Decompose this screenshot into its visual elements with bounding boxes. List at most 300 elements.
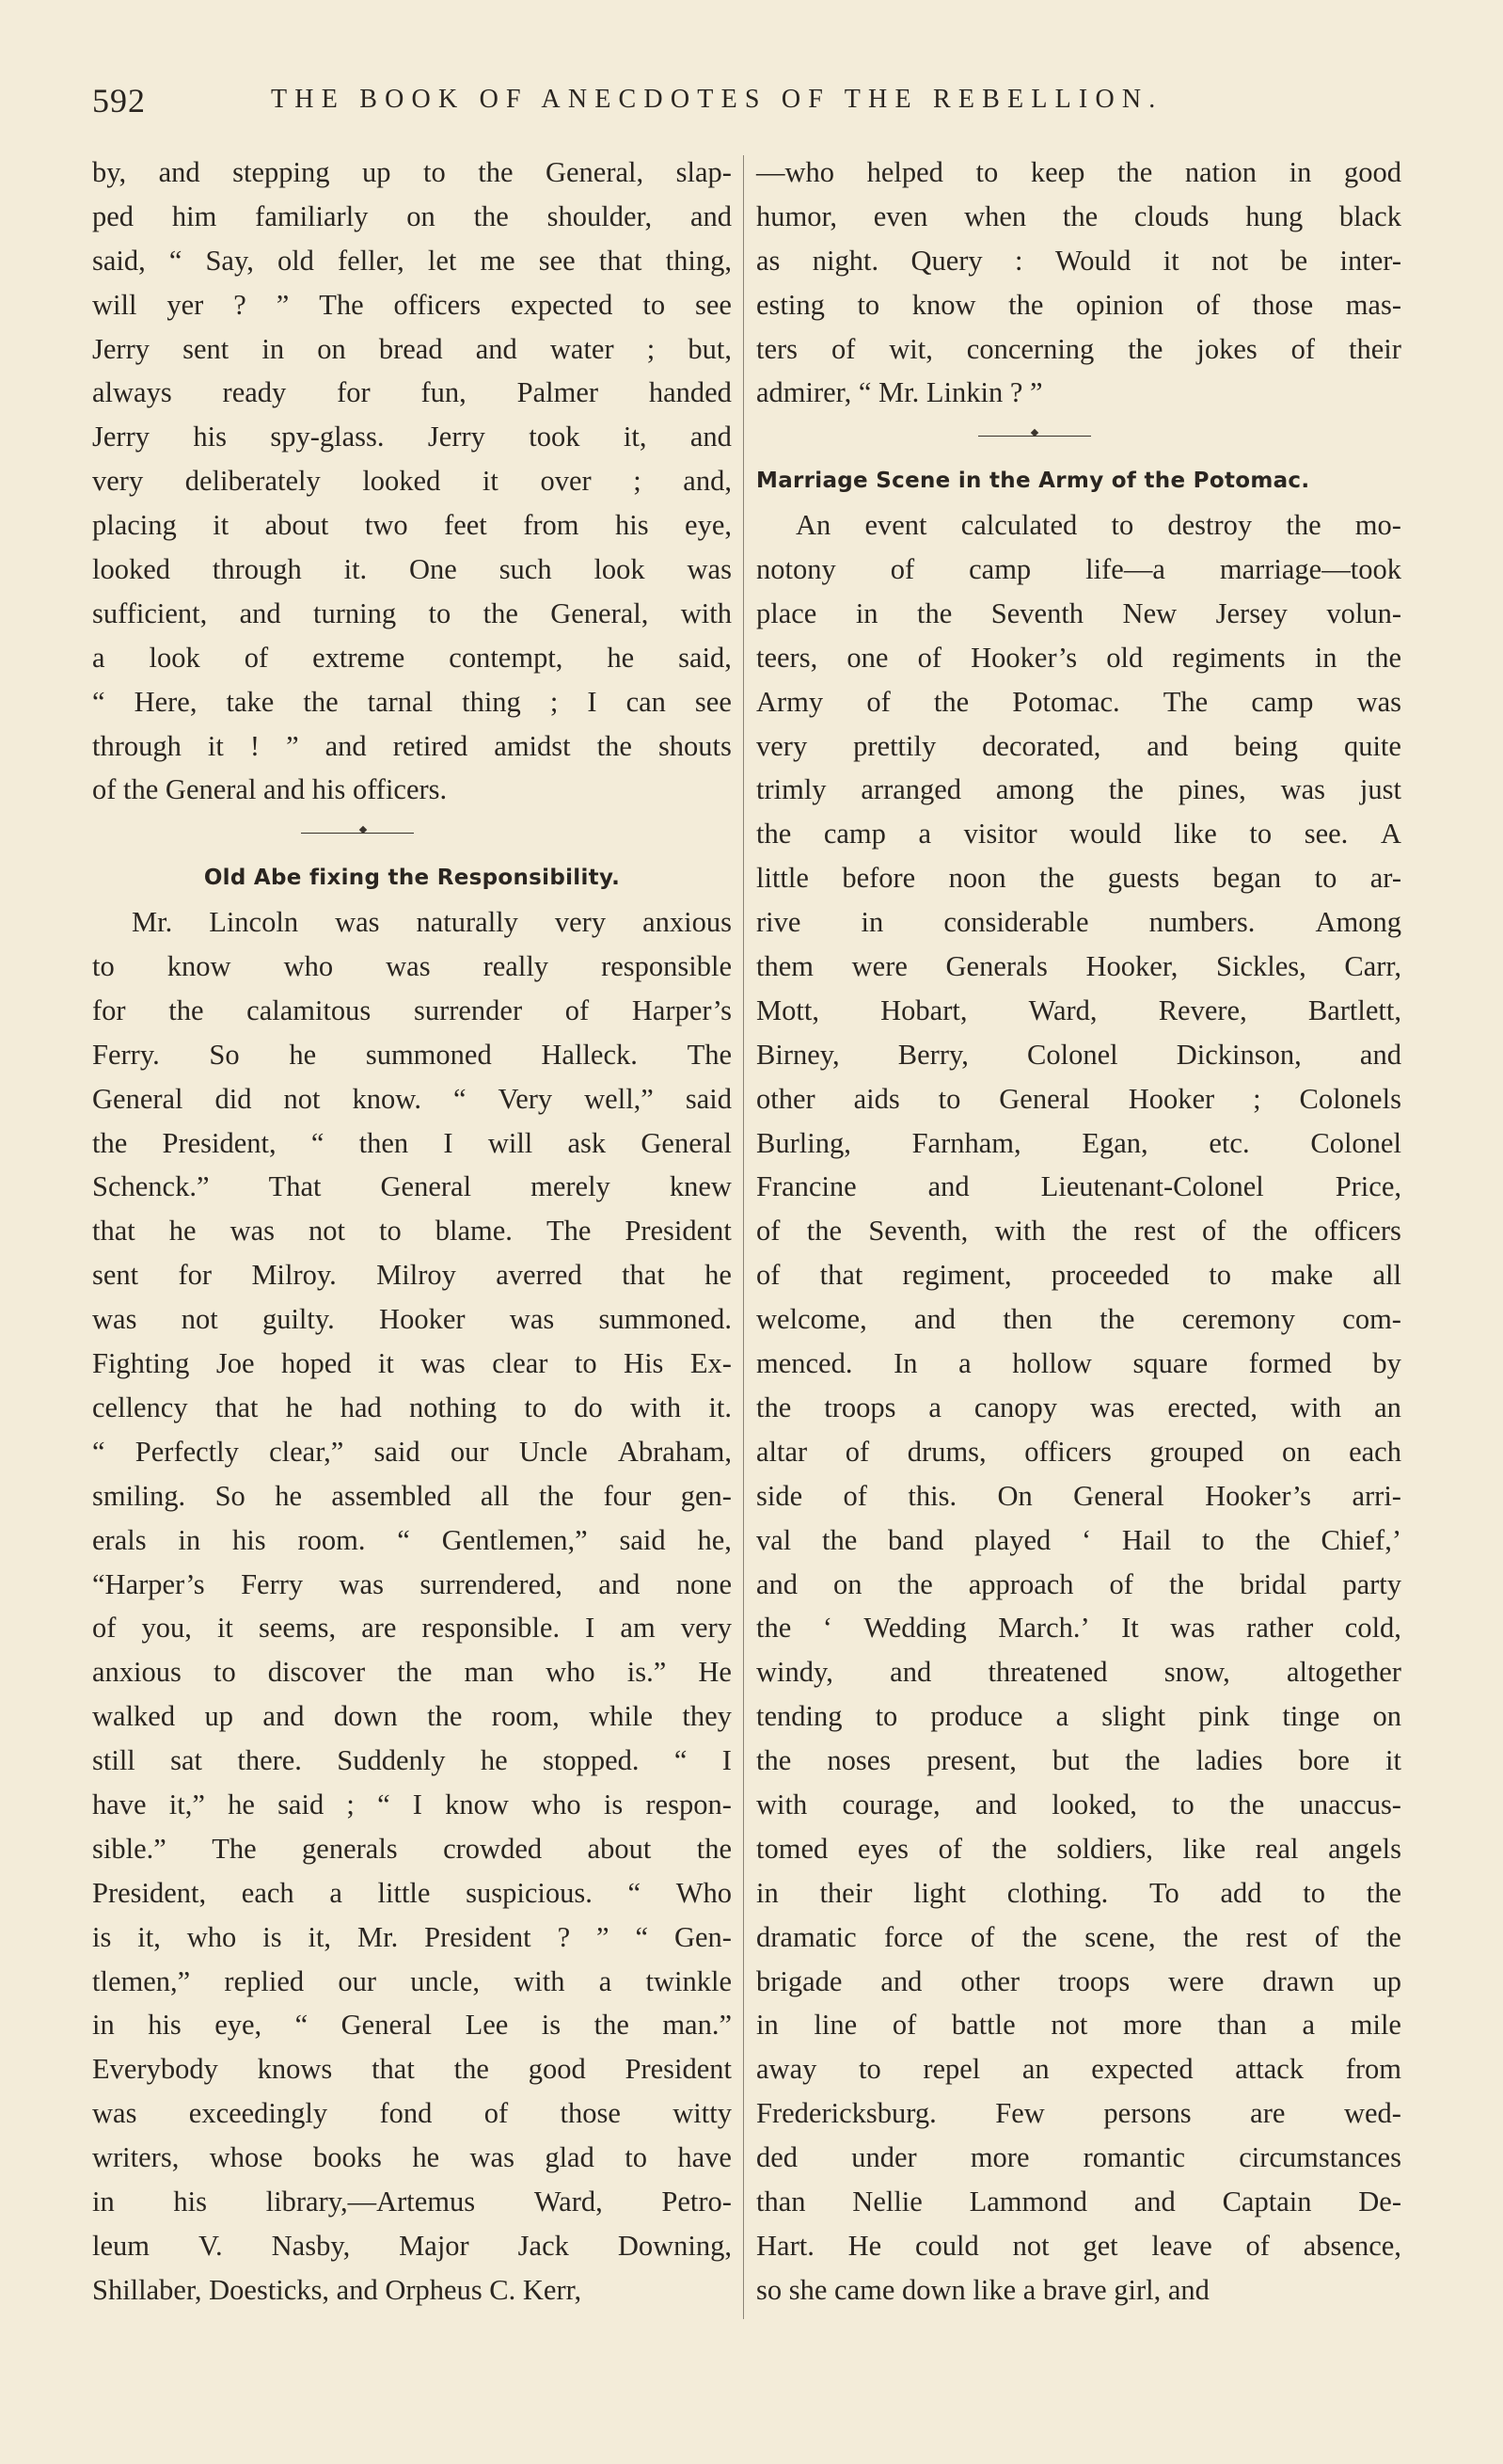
- word: That: [268, 1170, 322, 1203]
- word: Seventh,: [868, 1215, 969, 1248]
- text-line: [92, 2224, 732, 2268]
- word: the: [1366, 641, 1401, 674]
- word: he: [480, 1744, 508, 1777]
- text-line: so she came down like a brave girl, and: [756, 2273, 1210, 2306]
- word: sent: [92, 1259, 139, 1292]
- word: for: [337, 376, 371, 409]
- word: summoned.: [598, 1303, 732, 1336]
- word: a: [1055, 1700, 1069, 1733]
- word: Lieutenant-Colonel: [1040, 1170, 1264, 1203]
- word: “: [310, 1126, 324, 1159]
- text-line: [756, 151, 1401, 195]
- word: A: [1380, 818, 1401, 850]
- word: Mr.: [356, 1920, 399, 1953]
- word: old: [1106, 641, 1144, 674]
- word: eye,: [685, 509, 732, 542]
- word: approach: [968, 1567, 1074, 1600]
- word: slap-: [675, 156, 732, 188]
- word: looked,: [1052, 1788, 1137, 1820]
- word: crowded: [443, 1832, 543, 1865]
- word: clear: [492, 1347, 548, 1380]
- text-line: [92, 1430, 732, 1474]
- word: averred: [496, 1259, 582, 1292]
- word: being: [1234, 729, 1299, 762]
- word: will: [487, 1126, 533, 1159]
- word: who: [283, 950, 334, 983]
- word: to: [1172, 1788, 1194, 1820]
- text-line: [92, 1650, 732, 1694]
- word: responsible.: [421, 1612, 561, 1645]
- word: the: [756, 818, 792, 850]
- word: the: [483, 596, 518, 629]
- word: thing,: [665, 244, 732, 277]
- word: it,: [308, 1920, 332, 1953]
- word: very: [680, 1612, 732, 1645]
- word: Milroy.: [251, 1259, 337, 1292]
- word: extreme: [312, 641, 405, 674]
- text-line: [756, 856, 1401, 900]
- word: Ex-: [689, 1347, 732, 1380]
- text-line: Shillaber, Doesticks, and Orpheus C. Kerr,: [92, 2273, 582, 2306]
- word: summoned: [365, 1038, 492, 1071]
- word: the: [1108, 773, 1144, 806]
- text-line: [756, 768, 1401, 812]
- word: said: [277, 1788, 324, 1820]
- word: —who: [756, 156, 835, 188]
- word: he: [275, 1479, 302, 1512]
- word: was: [92, 1303, 137, 1336]
- word: of: [92, 1612, 117, 1645]
- word: com-: [1342, 1303, 1401, 1336]
- word: The: [1163, 685, 1209, 718]
- text-line: [92, 1783, 732, 1827]
- word: little: [756, 862, 809, 895]
- word: the: [1366, 1920, 1401, 1953]
- word: night.: [812, 244, 879, 277]
- word: are: [361, 1612, 397, 1645]
- word: placing: [92, 509, 177, 542]
- word: of: [892, 2009, 917, 2042]
- word: those: [560, 2097, 621, 2130]
- word: Suddenly: [337, 1744, 446, 1777]
- word: witty: [672, 2097, 732, 2130]
- word: The: [546, 1215, 592, 1248]
- word: angels: [1328, 1832, 1401, 1865]
- word: with: [514, 1964, 565, 1997]
- word: concerning: [966, 332, 1095, 365]
- word: I: [585, 1612, 595, 1645]
- word: He: [698, 1656, 732, 1689]
- word: Fighting: [92, 1347, 190, 1380]
- word: to: [428, 596, 451, 629]
- word: Generals: [945, 950, 1048, 983]
- text-line: [92, 151, 732, 195]
- word: were: [851, 950, 908, 983]
- text-line: [92, 1253, 732, 1297]
- word: Schenck.”: [92, 1170, 210, 1203]
- word: ;: [549, 685, 559, 718]
- word: knows: [257, 2053, 333, 2086]
- text-line: [756, 989, 1401, 1033]
- word: Jerry: [92, 421, 150, 453]
- word: he: [289, 1038, 317, 1071]
- word: respon-: [645, 1788, 732, 1820]
- word: the: [696, 1832, 732, 1865]
- word: Chief,’: [1321, 1523, 1401, 1556]
- word: by: [1372, 1347, 1401, 1380]
- word: Farnham,: [911, 1126, 1021, 1159]
- text-line: [92, 503, 732, 548]
- word: through: [92, 729, 182, 762]
- text-line: [756, 283, 1401, 327]
- word: altogether: [1287, 1656, 1401, 1689]
- text-line: [756, 1739, 1401, 1783]
- word: I: [443, 1126, 453, 1159]
- word: and: [1147, 729, 1189, 762]
- word: snow,: [1163, 1656, 1230, 1689]
- word: the: [933, 685, 970, 718]
- section-heading: Marriage Scene in the Army of the Potomac.: [756, 469, 1310, 494]
- word: General: [92, 1082, 183, 1115]
- text-line: [92, 1694, 732, 1739]
- word: look: [149, 641, 200, 674]
- word: familiarly: [255, 199, 369, 232]
- word: noon: [948, 862, 1006, 895]
- word: “: [92, 685, 105, 718]
- word: the: [917, 596, 953, 629]
- text-line: [756, 1606, 1401, 1650]
- word: he,: [697, 1523, 732, 1556]
- word: in: [1289, 156, 1312, 188]
- word: visitor: [963, 818, 1037, 850]
- text-line: [756, 1827, 1401, 1871]
- word: it: [213, 509, 229, 542]
- word: canopy: [973, 1391, 1057, 1423]
- word: Halleck.: [541, 1038, 638, 1071]
- word: always: [92, 376, 172, 409]
- word: volun-: [1326, 596, 1401, 629]
- paragraph-continued: [92, 151, 732, 812]
- text-line: [92, 1827, 732, 1871]
- word: rest: [1133, 1215, 1176, 1248]
- text-line: [92, 989, 732, 1033]
- word: more: [970, 2141, 1030, 2174]
- word: Major: [399, 2229, 469, 2262]
- word: Gen-: [673, 1920, 732, 1953]
- word: than: [1217, 2009, 1267, 2042]
- word: are: [1250, 2097, 1286, 2130]
- word: do: [574, 1391, 603, 1423]
- word: esting: [756, 288, 825, 321]
- word: Hooker,: [1085, 950, 1179, 983]
- word: over: [540, 465, 592, 498]
- word: have: [677, 2141, 732, 2174]
- word: real: [1255, 1832, 1299, 1865]
- text-line: [92, 2047, 732, 2091]
- word: get: [1083, 2229, 1118, 2262]
- word: then: [1003, 1303, 1052, 1336]
- word: guilty.: [261, 1303, 335, 1336]
- word: than: [756, 2185, 806, 2218]
- word: you,: [141, 1612, 192, 1645]
- paragraph-continued: [756, 151, 1401, 415]
- word: and: [475, 332, 517, 365]
- word: troops: [824, 1391, 896, 1423]
- word: Query: [910, 244, 983, 277]
- word: anxious: [92, 1656, 182, 1689]
- word: have: [92, 1788, 147, 1820]
- word: up: [204, 1700, 233, 1733]
- word: took: [529, 421, 580, 453]
- word: one: [846, 641, 889, 674]
- word: ?: [233, 288, 246, 321]
- word: and: [974, 1788, 1017, 1820]
- word: tending: [756, 1700, 843, 1733]
- word: he: [168, 1215, 197, 1248]
- text-line: [756, 1650, 1401, 1694]
- text-line: [756, 1386, 1401, 1430]
- word: officers: [1024, 1435, 1112, 1468]
- word: a: [598, 1964, 612, 1997]
- text-line: [756, 1916, 1401, 1960]
- word: know: [911, 288, 976, 321]
- word: on: [406, 199, 435, 232]
- word: ar-: [1369, 862, 1401, 895]
- word: with: [1289, 1391, 1342, 1423]
- word: each: [241, 1876, 294, 1909]
- word: looked: [92, 553, 171, 586]
- word: room,: [491, 1700, 560, 1733]
- word: event: [864, 509, 927, 542]
- word: said,: [92, 244, 146, 277]
- word: attack: [1235, 2053, 1305, 2086]
- word: Lee: [465, 2009, 509, 2042]
- word: “: [377, 1788, 390, 1820]
- word: there.: [237, 1744, 302, 1777]
- word: to: [1209, 1259, 1231, 1292]
- word: Berry,: [897, 1038, 969, 1071]
- word: those: [1252, 288, 1314, 321]
- word: ”: [596, 1920, 609, 1953]
- text-line: [92, 371, 732, 415]
- text-line: [92, 1739, 732, 1783]
- word: I: [721, 1744, 732, 1777]
- word: Gentlemen,”: [441, 1523, 588, 1556]
- word: of: [970, 1920, 995, 1953]
- word: Hail: [1121, 1523, 1172, 1556]
- word: yer: [166, 288, 204, 321]
- word: Say,: [205, 244, 254, 277]
- word: Uncle: [518, 1435, 588, 1468]
- word: Army: [756, 685, 824, 718]
- word: generals: [302, 1832, 398, 1865]
- word: was: [687, 553, 732, 586]
- word: know: [166, 950, 231, 983]
- word: Francine: [756, 1170, 857, 1203]
- word: not: [1051, 2009, 1088, 2042]
- page-number: 592: [92, 82, 146, 119]
- word: very: [554, 906, 607, 939]
- word: windy,: [756, 1656, 833, 1689]
- word: mas-: [1345, 288, 1401, 321]
- word: of: [564, 994, 590, 1026]
- word: Nellie: [852, 2185, 923, 2218]
- word: One: [409, 553, 457, 586]
- text-line: [92, 415, 732, 459]
- text-line: [92, 2136, 732, 2180]
- word: in: [861, 906, 884, 939]
- word: ”: [286, 729, 299, 762]
- word: that: [214, 1391, 259, 1423]
- word: and: [324, 729, 367, 762]
- word: the: [1366, 1876, 1401, 1909]
- word: good: [1343, 156, 1401, 188]
- word: man: [464, 1656, 514, 1689]
- word: about: [264, 509, 329, 542]
- paragraph: [756, 503, 1401, 2313]
- word: seems,: [258, 1612, 337, 1645]
- word: the: [1039, 862, 1075, 895]
- word: through: [212, 553, 302, 586]
- word: not: [283, 1082, 321, 1115]
- word: “: [294, 2009, 309, 2042]
- word: Hooker’s: [971, 641, 1078, 674]
- word: and: [880, 1964, 923, 1997]
- word: thing: [462, 685, 521, 718]
- text-line: [756, 239, 1401, 283]
- word: a: [329, 1876, 342, 1909]
- word: gen-: [680, 1479, 732, 1512]
- word: discover: [267, 1656, 366, 1689]
- word: in: [261, 332, 285, 365]
- word: An: [796, 509, 831, 542]
- word: Ward,: [1028, 994, 1098, 1026]
- word: The: [319, 288, 364, 321]
- word: welcome,: [756, 1303, 867, 1336]
- word: as: [756, 244, 781, 277]
- word: was: [1170, 1612, 1215, 1645]
- word: stopped.: [543, 1744, 640, 1777]
- word: had: [340, 1391, 382, 1423]
- word: persons: [1103, 2097, 1192, 2130]
- word: it: [216, 1612, 233, 1645]
- word: from: [1345, 2053, 1401, 2086]
- word: rest: [1245, 1920, 1288, 1953]
- ornament-rule: [301, 833, 414, 834]
- word: on: [317, 332, 346, 365]
- word: the: [168, 994, 204, 1026]
- word: Jerry: [92, 332, 150, 365]
- section-ornament-divider: [92, 812, 732, 856]
- word: glad: [545, 2141, 594, 2174]
- word: on: [1372, 1700, 1401, 1733]
- word: retired: [392, 729, 468, 762]
- word: to: [1249, 818, 1273, 850]
- word: was: [1356, 685, 1401, 718]
- text-line: [756, 1165, 1401, 1209]
- word: their: [1349, 332, 1401, 365]
- word: of: [1109, 1567, 1133, 1600]
- word: it,: [623, 421, 647, 453]
- word: the: [92, 1126, 128, 1159]
- text-line: [756, 1077, 1401, 1121]
- word: De-: [1358, 2185, 1401, 2218]
- text-line: [756, 900, 1401, 945]
- word: Abraham,: [617, 1435, 732, 1468]
- text-line: [756, 1033, 1401, 1077]
- word: Mott,: [756, 994, 819, 1026]
- word: His: [624, 1347, 664, 1380]
- word: merely: [530, 1170, 610, 1203]
- word: Jack: [517, 2229, 569, 2262]
- word: threatened: [988, 1656, 1108, 1689]
- word: see: [695, 288, 732, 321]
- word: was: [1280, 773, 1326, 806]
- word: nation: [1184, 156, 1258, 188]
- word: his: [173, 2185, 207, 2218]
- word: dramatic: [756, 1920, 857, 1953]
- word: of: [1245, 2229, 1270, 2262]
- word: to: [938, 1082, 961, 1115]
- word: a: [92, 641, 105, 674]
- text-line: [92, 900, 732, 945]
- word: other: [960, 1964, 1020, 1997]
- text-line: [756, 327, 1401, 372]
- word: the: [473, 199, 509, 232]
- word: of: [244, 641, 269, 674]
- word: of: [1202, 1215, 1226, 1248]
- word: of: [483, 2097, 509, 2130]
- word: camp: [969, 553, 1032, 586]
- word: a: [928, 1391, 941, 1423]
- word: “: [168, 244, 182, 277]
- word: the: [478, 156, 514, 188]
- word: the: [1021, 1920, 1057, 1953]
- word: considerable: [943, 906, 1089, 939]
- text-line: [756, 2224, 1401, 2268]
- word: blame.: [435, 1215, 513, 1248]
- word: ;: [1253, 1082, 1261, 1115]
- running-title: THE BOOK OF ANECDOTES OF THE REBELLION.: [271, 85, 1163, 114]
- word: Colonels: [1299, 1082, 1401, 1115]
- word: officers: [1314, 1215, 1401, 1248]
- word: Few: [995, 2097, 1045, 2130]
- word: to: [92, 950, 115, 983]
- word: still: [92, 1744, 135, 1777]
- word: surrender: [413, 994, 523, 1026]
- word: the: [1182, 1920, 1219, 1953]
- word: President: [424, 1920, 531, 1953]
- word: fun,: [420, 376, 467, 409]
- word: fond: [379, 2097, 433, 2130]
- word: ped: [92, 199, 134, 232]
- word: soldiers,: [1056, 1832, 1153, 1865]
- word: party: [1342, 1567, 1401, 1600]
- word: it.: [343, 553, 368, 586]
- word: in: [92, 2009, 115, 2042]
- word: to: [857, 288, 880, 321]
- word: ded: [756, 2141, 799, 2174]
- word: General: [340, 2009, 433, 2042]
- word: the: [427, 1700, 463, 1733]
- word: under: [851, 2141, 917, 2174]
- text-line: [756, 1960, 1401, 2004]
- word: is: [262, 1920, 282, 1953]
- word: !: [249, 729, 261, 762]
- word: nothing: [408, 1391, 498, 1423]
- word: tomed: [756, 1832, 829, 1865]
- word: Among: [1315, 906, 1401, 939]
